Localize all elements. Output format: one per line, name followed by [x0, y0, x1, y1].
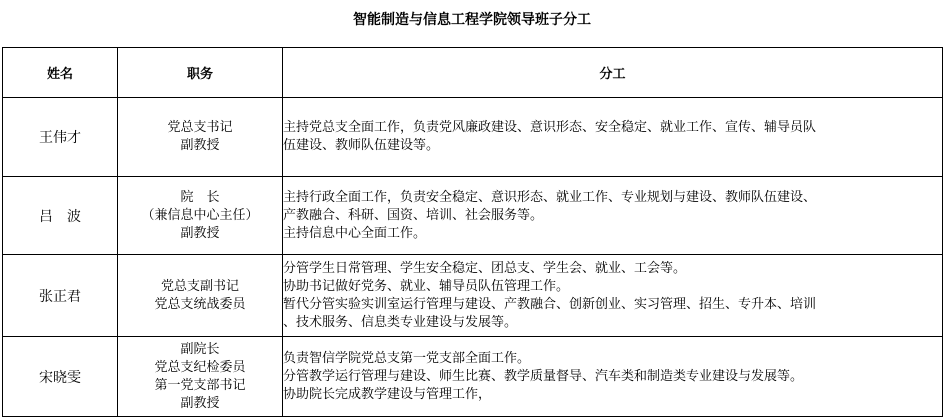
- position-cell: [118, 337, 283, 417]
- table-row: [3, 337, 943, 417]
- position-cell: [118, 255, 283, 337]
- position-line: 党总支纪检委员: [154, 359, 246, 375]
- position-line: 副教授: [180, 225, 220, 241]
- duty-line: 协助书记做好党务、就业、辅导员队伍管理工作。: [283, 278, 570, 294]
- header-position: 职务: [118, 48, 283, 98]
- header-duty: 分工: [283, 48, 943, 98]
- position-line: 党总支统战委员: [154, 296, 246, 312]
- position-cell: [118, 177, 283, 255]
- duty-line: 分管教学运行管理与建设、师生比赛、教学质量督导、汽车类和制造类专业建设与发展等。: [283, 368, 804, 384]
- name-cell: 王伟才: [3, 98, 118, 177]
- name-cell: 吕 波: [3, 177, 118, 255]
- duty-line: 主持信息中心全面工作。: [283, 225, 427, 241]
- document-title: 智能制造与信息工程学院领导班子分工: [353, 12, 591, 28]
- table-row: [3, 255, 943, 337]
- duty-line: 主持行政全面工作，负责安全稳定、意识形态、就业工作、专业规划与建设、教师队伍建设、: [283, 189, 817, 205]
- duty-cell: [283, 177, 943, 255]
- table-row: [3, 98, 943, 177]
- table-header-row: [3, 48, 943, 98]
- duty-cell: [283, 255, 943, 337]
- duty-line: 伍建设、教师队伍建设等。: [283, 138, 440, 153]
- duty-cell: [283, 98, 943, 177]
- duty-line: 负责智信学院党总支第一党支部全面工作。: [283, 350, 531, 366]
- duty-line: 分管学生日常管理、学生安全稳定、团总支、学生会、就业、工会等。: [283, 260, 687, 276]
- position-line: 第一党支部书记: [154, 377, 246, 393]
- duty-line: 产教融合、科研、国资、培训、社会服务等。: [283, 207, 544, 223]
- position-cell: [118, 98, 283, 177]
- duty-line: 暂代分管实验实训室运行管理与建设、产教融合、创新创业、实习管理、招生、专升本、培训: [283, 296, 817, 312]
- position-line: 院 长: [180, 189, 220, 205]
- position-line: 党总支书记: [167, 120, 233, 135]
- table-row: [3, 177, 943, 255]
- leadership-duty-table: [2, 47, 943, 417]
- duty-line: 协助院长完成教学建设与管理工作，: [283, 386, 492, 402]
- duty-line: 、技术服务、信息类专业建设与发展等。: [283, 314, 518, 330]
- header-name: 姓名: [3, 48, 118, 98]
- duty-cell: [283, 337, 943, 417]
- name-cell: 张正君: [3, 255, 118, 337]
- position-line: 副教授: [180, 138, 220, 153]
- position-line: （兼信息中心主任）: [141, 207, 259, 223]
- position-line: 副院长: [180, 341, 220, 357]
- position-line: 党总支副书记: [160, 278, 239, 294]
- duty-line: 主持党总支全面工作，负责党风廉政建设、意识形态、安全稳定、就业工作、宣传、辅导员队: [283, 120, 817, 135]
- position-line: 副教授: [180, 395, 220, 411]
- name-cell: 宋晓雯: [3, 337, 118, 417]
